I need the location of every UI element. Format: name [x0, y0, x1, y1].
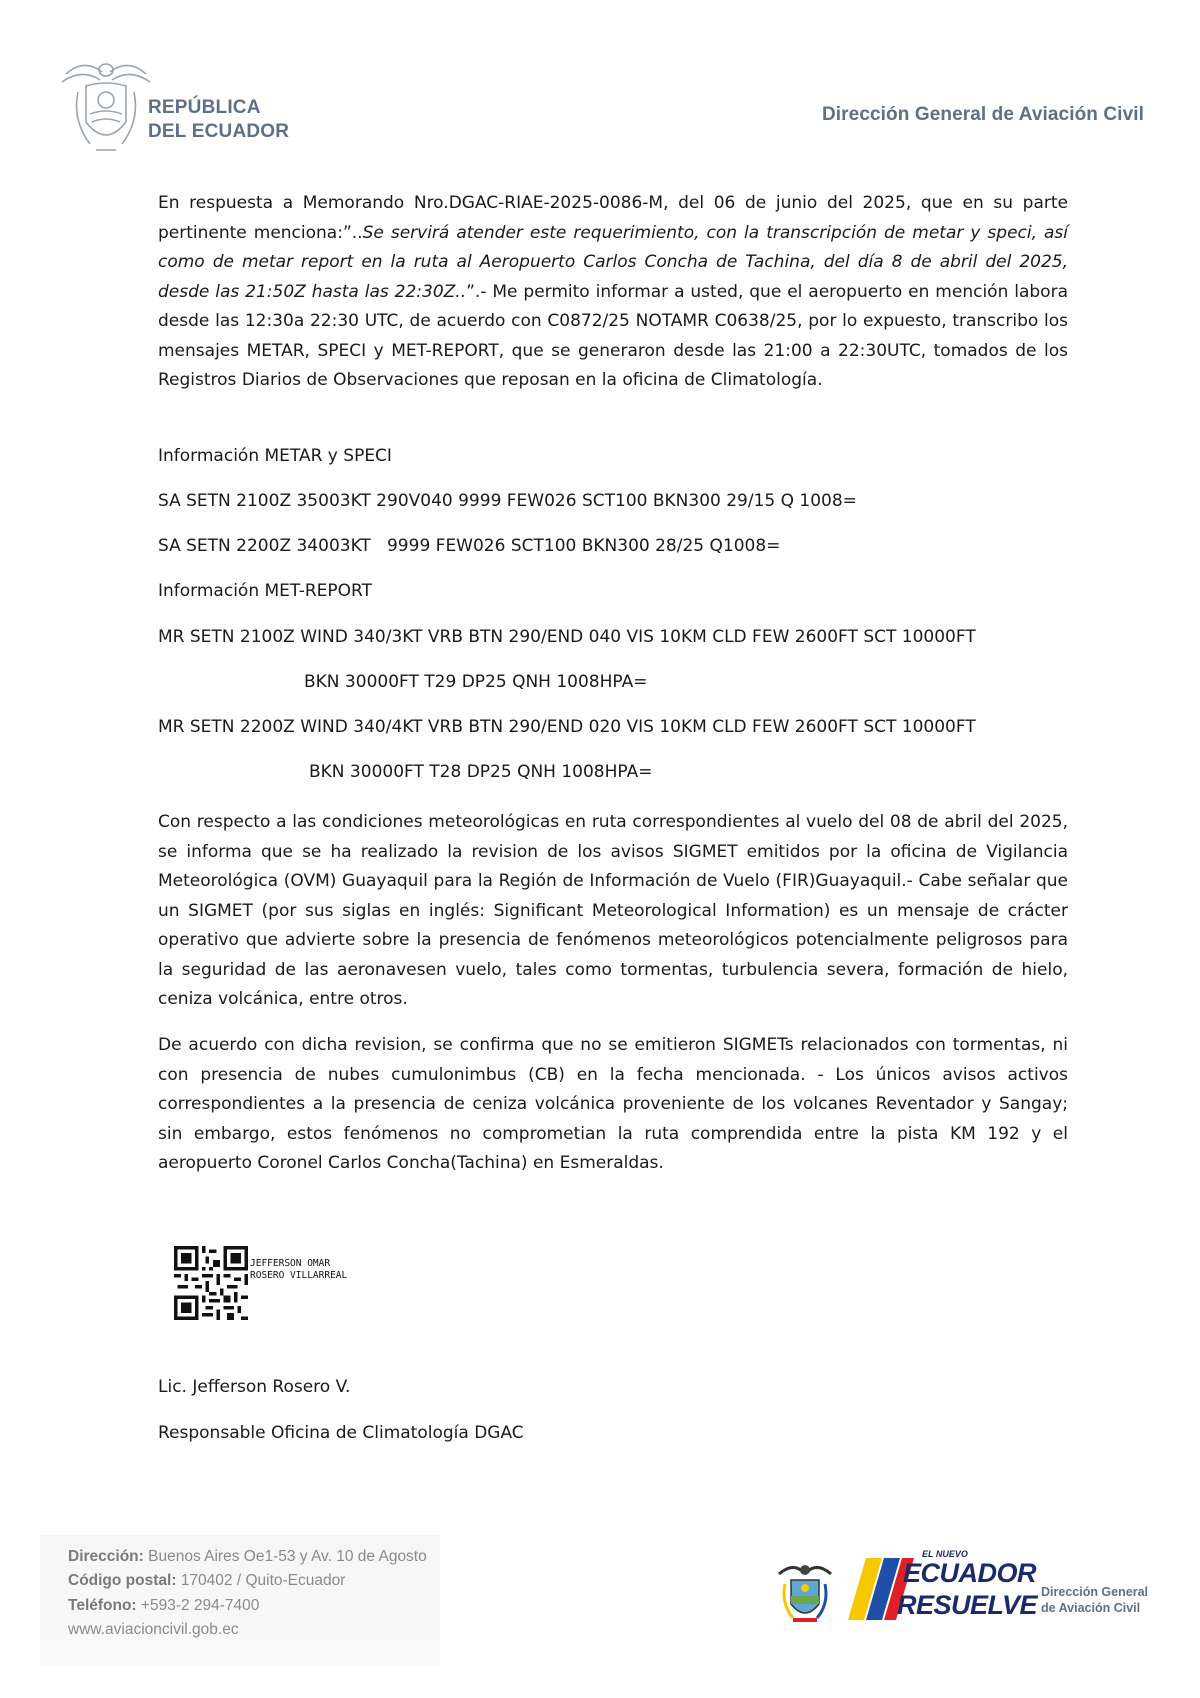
- qr-code-icon: [174, 1246, 248, 1320]
- intro-paragraph: [158, 189, 1068, 396]
- metar-heading: Información METAR y SPECI: [158, 446, 392, 466]
- metreport-line-1a: MR SETN 2100Z WIND 340/3KT VRB BTN 290/END 040 VIS 10KM CLD FEW 2600FT SCT 10000FT: [158, 627, 976, 647]
- metreport-heading: Información MET-REPORT: [158, 581, 373, 601]
- agency-name: Dirección General de Aviación Civil: [821, 104, 1144, 125]
- footer-address: [68, 1548, 427, 1566]
- ecuador-emblem-icon: [775, 1560, 835, 1630]
- electronic-signature-stamp: [250, 1252, 347, 1288]
- intro-text-b: ”.- Me permito informar a usted, que el aeropuerto en mención labora desde las 12:30a 22:30 UTC, de acuerdo con C0872/25 NOTAMR C0638/25, por lo expuesto, transcribo los mensajes METAR, SPECI y MET-REPORT, que se generaron desde las 21:00 a 22:30UTC, tomados de los Registros Diarios de Observaciones que reposan en la oficina de Climatología.: [158, 281, 1068, 390]
- country-name: [148, 96, 289, 144]
- signed-name-line2: ROSERO VILLARREAL: [250, 1270, 348, 1281]
- intro-quote: Se servirá atender este requerimiento, con la transcripción de metar y speci, así como de metar report en la ruta al Aeropuerto Carlos Concha de Tachina, del día 8 de abril del 2025, desde las 21:50Z hasta las 22:30Z..: [158, 222, 1069, 302]
- postal-label: Código postal:: [68, 1572, 177, 1589]
- country-line1: REPÚBLICA: [148, 97, 261, 118]
- sigmet-paragraph: Con respecto a las condiciones meteorológicas en ruta correspondientes al vuelo del 08 de abril del 2025, se informa que se ha realizado la revision de los avisos SIGMET emitidos por la oficina de Vigilancia Meteorológica (OVM) Guayaquil para la Región de Información de Vuelo (FIR)Guayaquil.- Cabe señalar que un SIGMET (por sus siglas en inglés: Significant Meteorological Information) es un mensaje de crácter operativo que advierte sobre la presencia de fenómenos meteorológicos potencialmente peligrosos para la seguridad de las aeronavesen vuelo, tales como tormentas, turbulencia severa, formación de hielo, ceniza volcánica, entre otros.: [158, 812, 1068, 1009]
- signed-name-line1: JEFFERSON OMAR: [250, 1258, 331, 1269]
- campaign-line1: ECUADOR: [903, 1558, 1037, 1588]
- footer-postal: [68, 1572, 345, 1590]
- address-label: Dirección:: [68, 1548, 144, 1565]
- campaign-tagline-small: EL NUEVO: [922, 1549, 968, 1559]
- footer-phone: [68, 1597, 259, 1615]
- footer-website[interactable]: www.aviacioncivil.gob.ec: [68, 1621, 239, 1638]
- signer-name: Lic. Jefferson Rosero V.: [158, 1377, 351, 1397]
- country-line2: DEL ECUADOR: [148, 121, 290, 142]
- footer-agency-line1: Dirección General: [1041, 1585, 1148, 1599]
- intro-text-a: En respuesta a Memorando Nro.DGAC-RIAE-2025-0086-M, del 06 de junio del 2025, que en su parte pertinente menciona:”..: [158, 193, 1068, 243]
- coat-of-arms-icon: [56, 52, 156, 162]
- metreport-line-1b: BKN 30000FT T29 DP25 QNH 1008HPA=: [304, 672, 648, 692]
- conclusion-paragraph: De acuerdo con dicha revision, se confirma que no se emitieron SIGMETs relacionados con tormentas, ni con presencia de nubes cumulonimbus (CB) en la fecha mencionada. - Los únicos avisos activos correspondientes a la presencia de ceniza volcánica proveniente de los volcanes Reventador y Sangay; sin embargo, estos fenómenos no comprometian la ruta comprendida entre la pista KM 192 y el aeropuerto Coronel Carlos Concha(Tachina) en Esmeraldas.: [158, 1035, 1068, 1173]
- metar-line-2: SA SETN 2200Z 34003KT 9999 FEW026 SCT100 BKN300 28/25 Q1008=: [158, 536, 781, 556]
- footer-agency: [1041, 1584, 1148, 1616]
- metreport-line-2a: MR SETN 2200Z WIND 340/4KT VRB BTN 290/END 020 VIS 10KM CLD FEW 2600FT SCT 10000FT: [158, 717, 976, 737]
- campaign-line2: RESUELVE: [897, 1590, 1038, 1620]
- postal-value: 170402 / Quito-Ecuador: [180, 1572, 346, 1589]
- metreport-line-2b: BKN 30000FT T28 DP25 QNH 1008HPA=: [309, 762, 653, 782]
- metar-line-1: SA SETN 2100Z 35003KT 290V040 9999 FEW026 SCT100 BKN300 29/15 Q 1008=: [158, 491, 857, 511]
- phone-label: Teléfono:: [68, 1597, 137, 1614]
- footer-agency-line2: de Aviación Civil: [1041, 1601, 1141, 1615]
- phone-value: +593-2 294-7400: [140, 1597, 260, 1614]
- stamp-small-footer: [250, 1282, 347, 1288]
- signer-role: Responsable Oficina de Climatología DGAC: [158, 1423, 524, 1443]
- address-value: Buenos Aires Oe1-53 y Av. 10 de Agosto: [148, 1548, 427, 1565]
